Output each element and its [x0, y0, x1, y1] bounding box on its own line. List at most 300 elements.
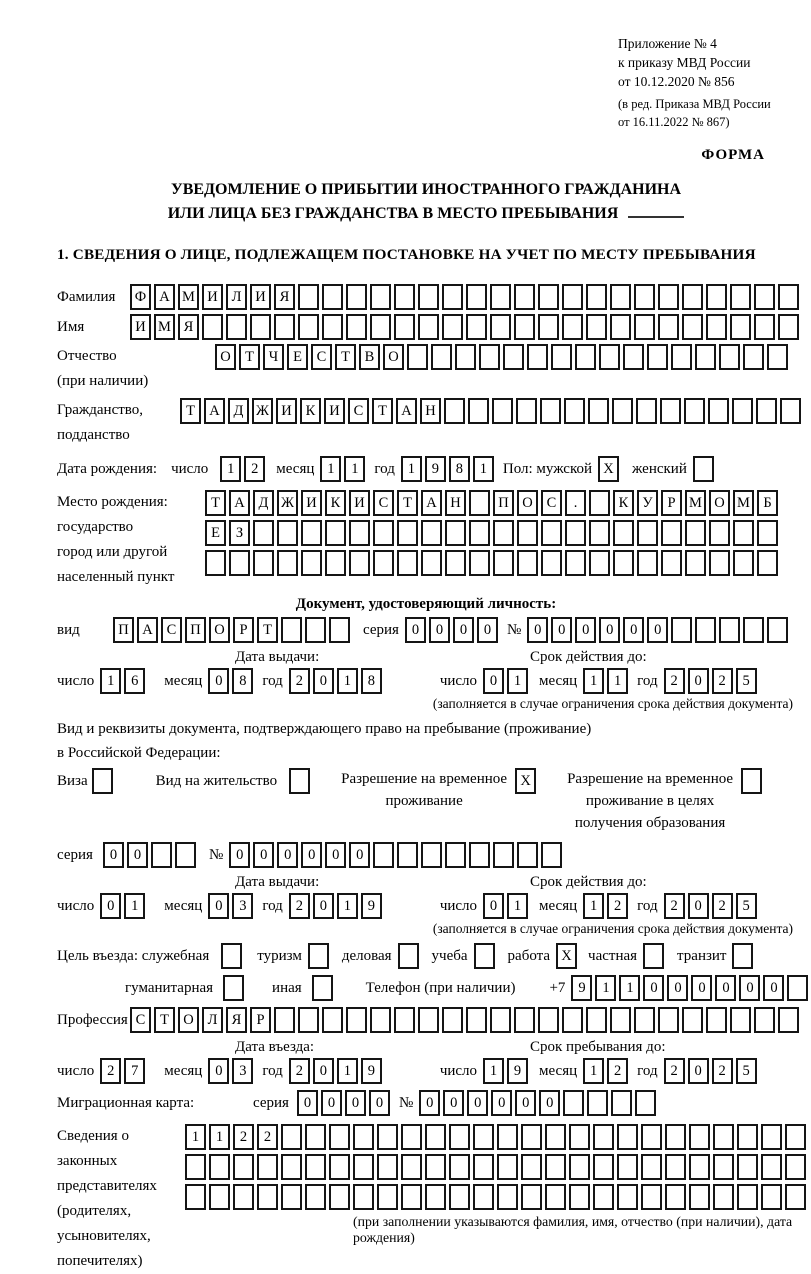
char-box[interactable]	[709, 520, 730, 546]
char-box[interactable]: Я	[178, 314, 199, 340]
char-box[interactable]: 0	[208, 893, 229, 919]
char-box[interactable]	[370, 284, 391, 310]
char-box[interactable]	[564, 398, 585, 424]
char-box[interactable]	[612, 398, 633, 424]
char-box[interactable]: 1	[473, 456, 494, 482]
char-box[interactable]: Т	[257, 617, 278, 643]
char-box[interactable]: 3	[232, 1058, 253, 1084]
char-box[interactable]	[538, 284, 559, 310]
char-box[interactable]	[695, 344, 716, 370]
char-box[interactable]: 0	[688, 1058, 709, 1084]
char-box[interactable]: 0	[515, 1090, 536, 1116]
char-box[interactable]	[658, 284, 679, 310]
char-box[interactable]	[312, 975, 333, 1001]
char-box[interactable]: X	[515, 768, 536, 794]
char-box[interactable]: А	[396, 398, 417, 424]
char-box[interactable]	[562, 1007, 583, 1033]
char-box[interactable]	[469, 520, 490, 546]
char-box[interactable]: У	[637, 490, 658, 516]
char-box[interactable]: 0	[491, 1090, 512, 1116]
char-box[interactable]: 1	[595, 975, 616, 1001]
char-box[interactable]: О	[178, 1007, 199, 1033]
char-box[interactable]	[658, 1007, 679, 1033]
char-box[interactable]	[517, 842, 538, 868]
char-box[interactable]	[305, 1124, 326, 1150]
char-box[interactable]: К	[300, 398, 321, 424]
char-box[interactable]: 1	[337, 1058, 358, 1084]
char-box[interactable]: Т	[397, 490, 418, 516]
char-box[interactable]: П	[185, 617, 206, 643]
char-box[interactable]	[185, 1184, 206, 1210]
char-box[interactable]: 0	[313, 668, 334, 694]
char-box[interactable]	[785, 1124, 806, 1150]
char-box[interactable]: Т	[180, 398, 201, 424]
char-box[interactable]: 1	[337, 668, 358, 694]
char-box[interactable]: 1	[507, 893, 528, 919]
char-box[interactable]	[661, 520, 682, 546]
char-box[interactable]: 0	[539, 1090, 560, 1116]
char-box[interactable]	[761, 1124, 782, 1150]
char-box[interactable]: В	[359, 344, 380, 370]
char-box[interactable]: Л	[226, 284, 247, 310]
char-box[interactable]	[569, 1184, 590, 1210]
char-box[interactable]: А	[154, 284, 175, 310]
char-box[interactable]	[643, 943, 664, 969]
char-box[interactable]	[562, 314, 583, 340]
char-box[interactable]	[490, 1007, 511, 1033]
char-box[interactable]: 1	[583, 668, 604, 694]
char-box[interactable]	[575, 344, 596, 370]
char-box[interactable]	[305, 1184, 326, 1210]
char-box[interactable]	[671, 344, 692, 370]
char-box[interactable]: 0	[100, 893, 121, 919]
char-box[interactable]	[418, 284, 439, 310]
char-box[interactable]	[665, 1154, 686, 1180]
char-box[interactable]	[785, 1154, 806, 1180]
char-box[interactable]	[349, 550, 370, 576]
char-box[interactable]	[689, 1124, 710, 1150]
char-box[interactable]	[493, 550, 514, 576]
char-box[interactable]	[398, 943, 419, 969]
char-box[interactable]	[671, 617, 692, 643]
char-box[interactable]	[778, 314, 799, 340]
char-box[interactable]: Т	[205, 490, 226, 516]
char-box[interactable]	[455, 344, 476, 370]
char-box[interactable]	[586, 284, 607, 310]
char-box[interactable]	[610, 284, 631, 310]
char-box[interactable]: 5	[736, 893, 757, 919]
char-box[interactable]	[767, 617, 788, 643]
char-box[interactable]: 0	[313, 893, 334, 919]
char-box[interactable]	[713, 1184, 734, 1210]
char-box[interactable]: 2	[664, 1058, 685, 1084]
char-box[interactable]	[682, 314, 703, 340]
char-box[interactable]	[610, 1007, 631, 1033]
char-box[interactable]	[397, 520, 418, 546]
char-box[interactable]	[418, 1007, 439, 1033]
char-box[interactable]	[732, 943, 753, 969]
char-box[interactable]	[732, 398, 753, 424]
char-box[interactable]	[349, 520, 370, 546]
char-box[interactable]: 2	[257, 1124, 278, 1150]
char-box[interactable]: 0	[483, 893, 504, 919]
char-box[interactable]: Н	[445, 490, 466, 516]
char-box[interactable]	[719, 617, 740, 643]
char-box[interactable]	[373, 550, 394, 576]
char-box[interactable]	[370, 314, 391, 340]
char-box[interactable]	[545, 1184, 566, 1210]
char-box[interactable]	[394, 284, 415, 310]
char-box[interactable]: 2	[607, 893, 628, 919]
char-box[interactable]: 2	[289, 1058, 310, 1084]
char-box[interactable]	[377, 1184, 398, 1210]
char-box[interactable]: 2	[607, 1058, 628, 1084]
char-box[interactable]	[223, 975, 244, 1001]
char-box[interactable]	[353, 1154, 374, 1180]
char-box[interactable]: 0	[419, 1090, 440, 1116]
char-box[interactable]	[253, 520, 274, 546]
char-box[interactable]	[503, 344, 524, 370]
char-box[interactable]	[493, 842, 514, 868]
char-box[interactable]	[490, 314, 511, 340]
char-box[interactable]	[754, 1007, 775, 1033]
char-box[interactable]	[492, 398, 513, 424]
char-box[interactable]: 0	[313, 1058, 334, 1084]
char-box[interactable]	[617, 1154, 638, 1180]
char-box[interactable]	[281, 1184, 302, 1210]
char-box[interactable]: К	[613, 490, 634, 516]
char-box[interactable]: 0	[277, 842, 298, 868]
char-box[interactable]	[305, 617, 326, 643]
char-box[interactable]: Ч	[263, 344, 284, 370]
char-box[interactable]	[305, 1154, 326, 1180]
char-box[interactable]	[257, 1184, 278, 1210]
char-box[interactable]	[610, 314, 631, 340]
char-box[interactable]	[569, 1154, 590, 1180]
char-box[interactable]	[490, 284, 511, 310]
char-box[interactable]	[693, 456, 714, 482]
char-box[interactable]	[545, 1154, 566, 1180]
char-box[interactable]	[756, 398, 777, 424]
char-box[interactable]: 9	[361, 893, 382, 919]
char-box[interactable]: 6	[124, 668, 145, 694]
char-box[interactable]	[541, 520, 562, 546]
char-box[interactable]	[730, 1007, 751, 1033]
char-box[interactable]	[517, 550, 538, 576]
char-box[interactable]	[329, 1124, 350, 1150]
char-box[interactable]: 0	[688, 668, 709, 694]
char-box[interactable]	[325, 520, 346, 546]
char-box[interactable]: Ж	[252, 398, 273, 424]
char-box[interactable]: 0	[643, 975, 664, 1001]
char-box[interactable]: 1	[185, 1124, 206, 1150]
char-box[interactable]: Л	[202, 1007, 223, 1033]
char-box[interactable]: 0	[208, 1058, 229, 1084]
char-box[interactable]	[449, 1154, 470, 1180]
char-box[interactable]	[473, 1124, 494, 1150]
char-box[interactable]: 9	[361, 1058, 382, 1084]
char-box[interactable]	[660, 398, 681, 424]
char-box[interactable]	[257, 1154, 278, 1180]
char-box[interactable]	[685, 550, 706, 576]
char-box[interactable]	[394, 314, 415, 340]
char-box[interactable]	[743, 344, 764, 370]
char-box[interactable]: Н	[420, 398, 441, 424]
char-box[interactable]: 0	[739, 975, 760, 1001]
char-box[interactable]: И	[276, 398, 297, 424]
char-box[interactable]	[658, 314, 679, 340]
char-box[interactable]: 9	[571, 975, 592, 1001]
char-box[interactable]	[253, 550, 274, 576]
char-box[interactable]	[353, 1184, 374, 1210]
char-box[interactable]	[497, 1124, 518, 1150]
char-box[interactable]	[209, 1154, 230, 1180]
char-box[interactable]	[741, 768, 762, 794]
char-box[interactable]	[401, 1154, 422, 1180]
char-box[interactable]: 0	[301, 842, 322, 868]
char-box[interactable]: 0	[483, 668, 504, 694]
char-box[interactable]	[221, 943, 242, 969]
char-box[interactable]: 0	[691, 975, 712, 1001]
char-box[interactable]	[665, 1184, 686, 1210]
char-box[interactable]	[541, 550, 562, 576]
char-box[interactable]: 0	[103, 842, 124, 868]
char-box[interactable]	[473, 1154, 494, 1180]
char-box[interactable]	[497, 1154, 518, 1180]
char-box[interactable]	[709, 550, 730, 576]
char-box[interactable]	[551, 344, 572, 370]
char-box[interactable]: 0	[688, 893, 709, 919]
char-box[interactable]	[743, 617, 764, 643]
char-box[interactable]: 0	[715, 975, 736, 1001]
char-box[interactable]	[474, 943, 495, 969]
char-box[interactable]	[706, 284, 727, 310]
char-box[interactable]	[661, 550, 682, 576]
char-box[interactable]	[421, 550, 442, 576]
char-box[interactable]: 5	[736, 668, 757, 694]
char-box[interactable]	[538, 314, 559, 340]
char-box[interactable]: 9	[425, 456, 446, 482]
char-box[interactable]: 7	[124, 1058, 145, 1084]
char-box[interactable]	[684, 398, 705, 424]
char-box[interactable]: С	[130, 1007, 151, 1033]
char-box[interactable]: Р	[250, 1007, 271, 1033]
char-box[interactable]	[730, 314, 751, 340]
char-box[interactable]	[757, 520, 778, 546]
char-box[interactable]: 0	[369, 1090, 390, 1116]
char-box[interactable]: З	[229, 520, 250, 546]
char-box[interactable]: 1	[209, 1124, 230, 1150]
char-box[interactable]: И	[250, 284, 271, 310]
char-box[interactable]: 1	[583, 1058, 604, 1084]
char-box[interactable]: 2	[712, 668, 733, 694]
char-box[interactable]	[202, 314, 223, 340]
char-box[interactable]	[514, 314, 535, 340]
char-box[interactable]	[445, 520, 466, 546]
char-box[interactable]: 1	[619, 975, 640, 1001]
char-box[interactable]	[394, 1007, 415, 1033]
char-box[interactable]	[757, 550, 778, 576]
char-box[interactable]	[562, 284, 583, 310]
char-box[interactable]	[377, 1124, 398, 1150]
char-box[interactable]	[469, 490, 490, 516]
char-box[interactable]: 9	[507, 1058, 528, 1084]
char-box[interactable]: 0	[325, 842, 346, 868]
char-box[interactable]	[617, 1124, 638, 1150]
char-box[interactable]	[479, 344, 500, 370]
char-box[interactable]	[329, 617, 350, 643]
char-box[interactable]	[373, 520, 394, 546]
char-box[interactable]	[733, 550, 754, 576]
char-box[interactable]	[521, 1124, 542, 1150]
char-box[interactable]	[322, 284, 343, 310]
char-box[interactable]: 0	[453, 617, 474, 643]
char-box[interactable]: 0	[599, 617, 620, 643]
char-box[interactable]: И	[130, 314, 151, 340]
char-box[interactable]	[468, 398, 489, 424]
char-box[interactable]: М	[154, 314, 175, 340]
char-box[interactable]	[289, 768, 310, 794]
char-box[interactable]	[514, 284, 535, 310]
char-box[interactable]	[449, 1124, 470, 1150]
char-box[interactable]	[689, 1154, 710, 1180]
char-box[interactable]	[635, 1090, 656, 1116]
char-box[interactable]	[613, 550, 634, 576]
char-box[interactable]: Т	[335, 344, 356, 370]
char-box[interactable]: 2	[712, 1058, 733, 1084]
char-box[interactable]	[708, 398, 729, 424]
char-box[interactable]	[445, 550, 466, 576]
char-box[interactable]	[778, 284, 799, 310]
char-box[interactable]: 0	[575, 617, 596, 643]
char-box[interactable]	[563, 1090, 584, 1116]
char-box[interactable]	[346, 314, 367, 340]
char-box[interactable]	[425, 1154, 446, 1180]
char-box[interactable]	[634, 314, 655, 340]
char-box[interactable]: 0	[321, 1090, 342, 1116]
char-box[interactable]	[233, 1184, 254, 1210]
char-box[interactable]	[301, 550, 322, 576]
char-box[interactable]: 0	[405, 617, 426, 643]
char-box[interactable]	[397, 550, 418, 576]
char-box[interactable]	[421, 520, 442, 546]
char-box[interactable]	[401, 1124, 422, 1150]
char-box[interactable]: Е	[287, 344, 308, 370]
char-box[interactable]	[586, 1007, 607, 1033]
char-box[interactable]	[695, 617, 716, 643]
char-box[interactable]	[541, 842, 562, 868]
char-box[interactable]	[737, 1184, 758, 1210]
char-box[interactable]	[778, 1007, 799, 1033]
char-box[interactable]	[370, 1007, 391, 1033]
char-box[interactable]	[754, 284, 775, 310]
char-box[interactable]: А	[204, 398, 225, 424]
char-box[interactable]	[754, 314, 775, 340]
char-box[interactable]	[527, 344, 548, 370]
char-box[interactable]	[517, 520, 538, 546]
char-box[interactable]	[277, 520, 298, 546]
char-box[interactable]: Т	[372, 398, 393, 424]
char-box[interactable]	[497, 1184, 518, 1210]
char-box[interactable]	[92, 768, 113, 794]
char-box[interactable]: 0	[467, 1090, 488, 1116]
char-box[interactable]	[719, 344, 740, 370]
char-box[interactable]: Е	[205, 520, 226, 546]
char-box[interactable]	[329, 1184, 350, 1210]
char-box[interactable]: 0	[127, 842, 148, 868]
char-box[interactable]	[634, 284, 655, 310]
char-box[interactable]: М	[733, 490, 754, 516]
char-box[interactable]: М	[178, 284, 199, 310]
char-box[interactable]	[205, 550, 226, 576]
char-box[interactable]	[229, 550, 250, 576]
char-box[interactable]: И	[349, 490, 370, 516]
char-box[interactable]	[298, 1007, 319, 1033]
char-box[interactable]	[346, 284, 367, 310]
char-box[interactable]	[593, 1124, 614, 1150]
char-box[interactable]: А	[229, 490, 250, 516]
char-box[interactable]	[767, 344, 788, 370]
char-box[interactable]: О	[517, 490, 538, 516]
char-box[interactable]	[325, 550, 346, 576]
char-box[interactable]: 8	[449, 456, 470, 482]
char-box[interactable]: П	[493, 490, 514, 516]
char-box[interactable]	[329, 1154, 350, 1180]
char-box[interactable]	[425, 1124, 446, 1150]
char-box[interactable]	[733, 520, 754, 546]
char-box[interactable]: 1	[337, 893, 358, 919]
char-box[interactable]	[445, 842, 466, 868]
char-box[interactable]: 0	[551, 617, 572, 643]
char-box[interactable]: П	[113, 617, 134, 643]
char-box[interactable]	[298, 284, 319, 310]
char-box[interactable]	[493, 520, 514, 546]
char-box[interactable]: 1	[483, 1058, 504, 1084]
char-box[interactable]	[308, 943, 329, 969]
char-box[interactable]	[322, 314, 343, 340]
char-box[interactable]	[233, 1154, 254, 1180]
char-box[interactable]: И	[301, 490, 322, 516]
char-box[interactable]	[377, 1154, 398, 1180]
char-box[interactable]	[589, 550, 610, 576]
char-box[interactable]: 0	[477, 617, 498, 643]
char-box[interactable]: X	[598, 456, 619, 482]
char-box[interactable]	[281, 617, 302, 643]
char-box[interactable]	[637, 550, 658, 576]
char-box[interactable]	[545, 1124, 566, 1150]
char-box[interactable]	[593, 1184, 614, 1210]
char-box[interactable]: 1	[220, 456, 241, 482]
char-box[interactable]	[569, 1124, 590, 1150]
char-box[interactable]: 0	[623, 617, 644, 643]
char-box[interactable]: 1	[583, 893, 604, 919]
char-box[interactable]	[449, 1184, 470, 1210]
char-box[interactable]: 2	[289, 893, 310, 919]
char-box[interactable]	[637, 520, 658, 546]
char-box[interactable]: 2	[100, 1058, 121, 1084]
char-box[interactable]: 0	[667, 975, 688, 1001]
char-box[interactable]	[407, 344, 428, 370]
char-box[interactable]	[706, 1007, 727, 1033]
char-box[interactable]: 0	[208, 668, 229, 694]
char-box[interactable]	[587, 1090, 608, 1116]
char-box[interactable]	[713, 1124, 734, 1150]
char-box[interactable]: О	[209, 617, 230, 643]
char-box[interactable]: К	[325, 490, 346, 516]
char-box[interactable]: 0	[229, 842, 250, 868]
char-box[interactable]: Я	[274, 284, 295, 310]
char-box[interactable]	[185, 1154, 206, 1180]
